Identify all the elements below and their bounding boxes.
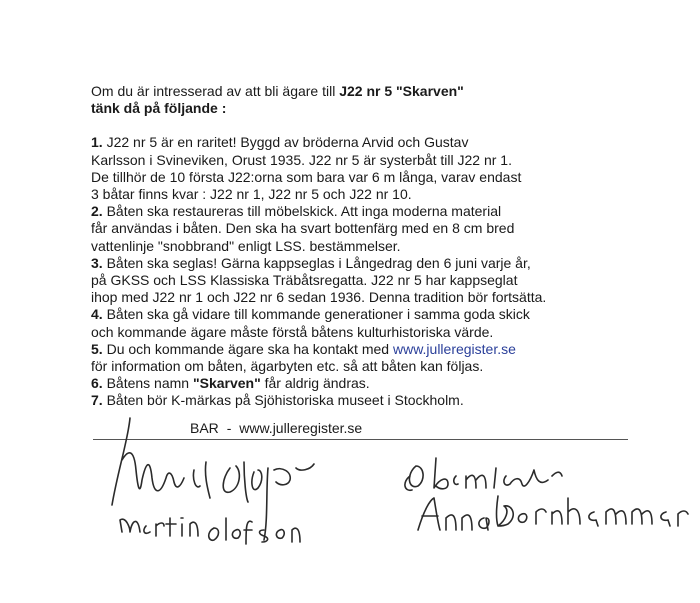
footer-dash: - <box>226 420 232 436</box>
item-number: 5. <box>91 340 103 357</box>
item-number: 3. <box>91 254 103 271</box>
item-text: 3 båtar finns kvar : J22 nr 1, J22 nr 5 och J22 nr 10. <box>91 186 412 203</box>
item-number: 7. <box>91 392 103 409</box>
footer-url: www.julleregister.se <box>239 420 363 436</box>
website-link[interactable]: www.julleregister.se <box>392 340 516 357</box>
item-text: Båten bör K-märkas på Sjöhistoriska museet i Stockholm. <box>106 392 464 409</box>
footer-org: BAR <box>190 420 219 436</box>
boat-name: J22 nr 5 "Skarven" <box>339 83 464 99</box>
item-text: J22 nr 5 är en raritet! Byggd av bröderna Arvid och Gustav <box>106 134 469 151</box>
item-number: 4. <box>91 306 103 323</box>
item-text: vattenlinje "snobbrand" enligt LSS. bestämmelser. <box>91 237 401 254</box>
item-number: 6. <box>91 375 103 392</box>
item-text: får användas i båten. Den ska ha svart bottenfärg med en 8 cm bred <box>91 220 515 237</box>
item-text: på GKSS och LSS Klassiska Träbåtsregatta. J22 nr 5 har kappseglat <box>91 272 518 289</box>
item-number: 2. <box>91 203 103 220</box>
item-text: Båten ska seglas! Gärna kappseglas i Långedrag den 6 juni varje år, <box>106 254 531 271</box>
item-text: Båten ska restaureras till möbelskick. Att inga moderna material <box>106 203 502 220</box>
item-number: 1. <box>91 134 103 151</box>
intro-line2: tänk då på följande : <box>91 100 227 117</box>
item-text: och kommande ägare måste förstå båtens kulturhistoriska värde. <box>91 323 494 340</box>
item-text: Du och kommande ägare ska ha kontakt med <box>106 340 393 357</box>
item-text: Båten ska gå vidare till kommande generationer i samma goda skick <box>106 306 530 323</box>
item-text: får aldrig ändras. <box>260 375 370 392</box>
intro-text: Om du är intresserad av att bli ägare till <box>91 83 340 99</box>
item-text: Karlsson i Svineviken, Orust 1935. J22 nr 5 är systerbåt till J22 nr 1. <box>91 151 512 168</box>
boat-name: "Skarven" <box>192 375 261 392</box>
item-text: ihop med J22 nr 1 och J22 nr 6 sedan 1936. Denna tradition bör fortsätta. <box>91 289 547 306</box>
item-text: för information om båten, ägarbyten etc. så att båten kan följas. <box>91 358 484 375</box>
item-text: De tillhör de 10 första J22:orna som bara var 6 m långa, varav endast <box>91 168 522 185</box>
signature-martin-olofsson <box>112 418 314 544</box>
item-text: Båtens namn <box>106 375 193 392</box>
signature-anna-bornhammar <box>405 458 688 530</box>
